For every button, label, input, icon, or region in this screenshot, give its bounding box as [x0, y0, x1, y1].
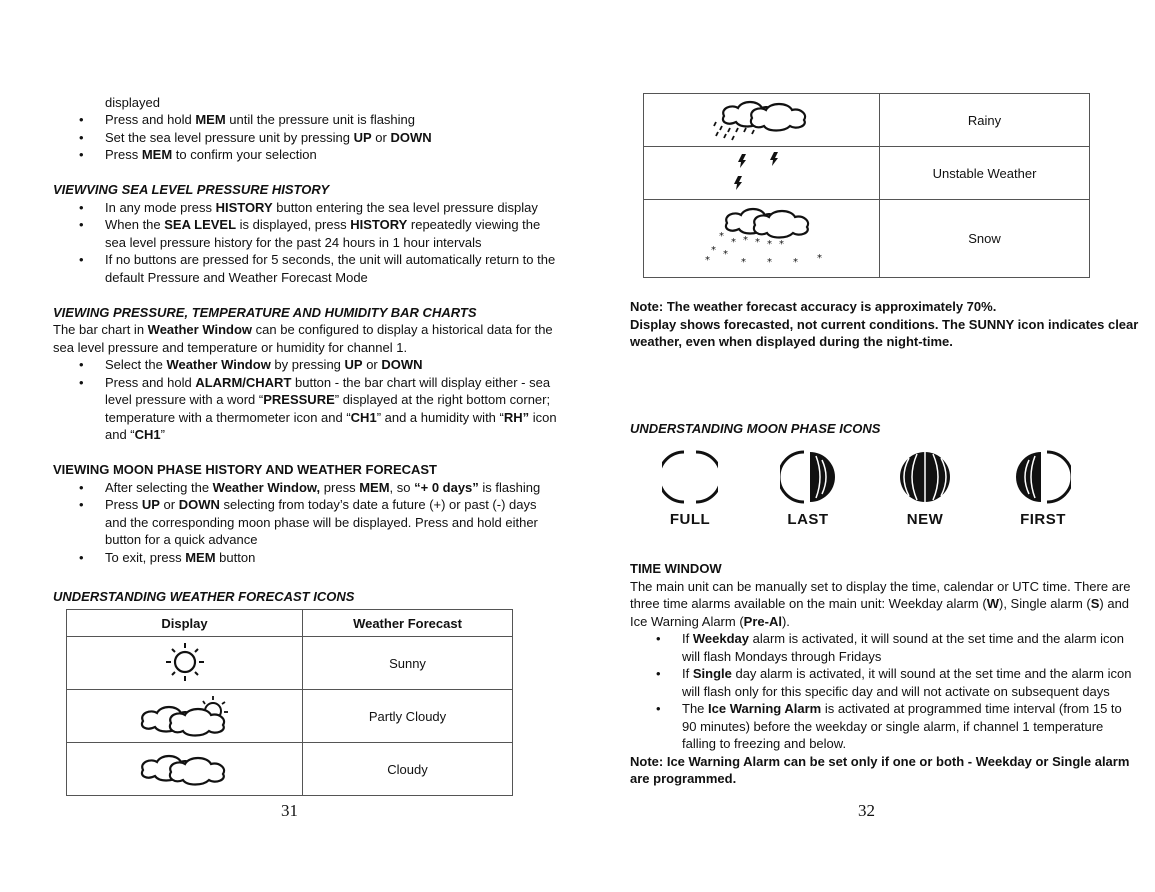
note-line: Display shows forecasted, not current conditions. The SUNNY icon indicates clear: [630, 317, 1139, 332]
column-header-display: Display: [67, 610, 303, 637]
note-line: Note: Ice Warning Alarm can be set only if one or both - Weekday or Single alarm: [630, 754, 1130, 769]
svg-text:*: *: [704, 255, 710, 266]
page-number: 32: [858, 801, 875, 820]
svg-text:*: *: [718, 231, 724, 242]
sun-behind-cloud-icon: [137, 693, 233, 737]
list-item-continuation: 90 minutes) before the weekday or single alarm, if channel 1 temperature: [682, 719, 1104, 734]
list-item-continuation: and the corresponding moon phase will be displayed. Press and hold either: [105, 515, 538, 530]
svg-text:*: *: [722, 249, 728, 260]
forecast-label: Rainy: [880, 94, 1090, 147]
moon-label: LAST: [787, 511, 829, 528]
paragraph-line: The bar chart in Weather Window can be configured to display a historical data for the: [53, 322, 553, 337]
forecast-table-continued: [643, 93, 1090, 278]
sun-icon: [163, 641, 207, 683]
list-item-continuation: temperature with a thermometer icon and “CH1” and a humidity with “RH” icon: [105, 410, 557, 425]
list-item-continuation: sea level pressure history for the past 24 hours in 1 hour intervals: [105, 235, 482, 250]
svg-text:*: *: [754, 237, 760, 248]
svg-text:*: *: [792, 257, 798, 268]
paragraph-line: The main unit can be manually set to display the time, calendar or UTC time. There are: [630, 579, 1131, 594]
svg-text:*: *: [742, 235, 748, 246]
svg-text:*: *: [766, 257, 772, 268]
table-row: [67, 637, 513, 690]
note-line: are programmed.: [630, 771, 737, 786]
section-heading: TIME WINDOW: [630, 561, 722, 576]
last-quarter-moon-icon: [780, 448, 836, 506]
section-heading: UNDERSTANDING WEATHER FORECAST ICONS: [53, 589, 355, 604]
first-quarter-moon-icon: [1015, 448, 1071, 506]
table-row: [644, 147, 1090, 200]
paragraph-line: Ice Warning Alarm (Pre-Al).: [630, 614, 790, 629]
svg-text:*: *: [778, 239, 784, 250]
note-line: Note: The weather forecast accuracy is approximately 70%.: [630, 299, 997, 314]
table-row: [644, 200, 1090, 278]
paragraph-line: three time alarms available on the main unit: Weekday alarm (W), Single alarm (S) and: [630, 596, 1130, 611]
table-header-row: [67, 610, 513, 637]
table-row: [644, 94, 1090, 147]
table-row: [67, 690, 513, 743]
note-line: weather, even when displayed during the night-time.: [630, 334, 953, 349]
lightning-icon: [732, 150, 792, 194]
snow-cloud-icon: [697, 205, 827, 269]
forecast-label: Partly Cloudy: [303, 690, 513, 743]
forecast-label: Cloudy: [303, 743, 513, 796]
moon-phase-full: [655, 448, 725, 528]
table-cell-icon: [644, 200, 880, 278]
svg-text:*: *: [710, 245, 716, 256]
table-cell-icon: [644, 94, 880, 147]
svg-text:*: *: [766, 239, 772, 250]
list-item-continuation: button for a quick advance: [105, 532, 258, 547]
rain-cloud-icon: [710, 96, 814, 142]
list-item-continuation: will flash only for this specific day and will not activate on subsequent days: [682, 684, 1110, 699]
moon-phase-first: [1008, 448, 1078, 528]
list-item-continuation: and “CH1”: [105, 427, 165, 442]
list-item-continuation: will flash Mondays through Fridays: [682, 649, 882, 664]
paragraph-line: sea level pressure and temperature or humidity for channel 1.: [53, 340, 408, 355]
list-item-continuation: falling to freezing and below.: [682, 736, 847, 751]
new-moon-icon: [897, 448, 953, 506]
svg-text:*: *: [730, 237, 736, 248]
forecast-label: Sunny: [303, 637, 513, 690]
table-cell-icon: [67, 743, 303, 796]
forecast-label: Unstable Weather: [880, 147, 1090, 200]
table-row: [67, 743, 513, 796]
forecast-label: Snow: [880, 200, 1090, 278]
section-heading: UNDERSTANDING MOON PHASE ICONS: [630, 421, 881, 436]
list-item-continuation: default Pressure and Weather Forecast Mode: [105, 270, 368, 285]
section-heading: VIEWVING SEA LEVEL PRESSURE HISTORY: [53, 182, 330, 197]
full-moon-icon: [662, 448, 718, 506]
section-heading: VIEWING MOON PHASE HISTORY AND WEATHER FORECAST: [53, 462, 438, 477]
moon-label: NEW: [906, 511, 944, 528]
moon-label: FIRST: [1020, 511, 1066, 528]
table-cell-icon: [67, 690, 303, 743]
table-cell-icon: [644, 147, 880, 200]
table-cell-icon: [67, 637, 303, 690]
moon-phase-new: [890, 448, 960, 528]
forecast-table: [66, 609, 513, 796]
cloud-icon: [137, 748, 233, 788]
svg-text:*: *: [740, 257, 746, 268]
list-item-continuation: level pressure with a word “PRESSURE” displayed at the right bottom corner;: [105, 392, 551, 407]
section-heading: VIEWING PRESSURE, TEMPERATURE AND HUMIDITY BAR CHARTS: [53, 305, 477, 320]
intro-line: displayed: [105, 95, 160, 110]
page-number: 31: [281, 801, 298, 820]
column-header-forecast: Weather Forecast: [303, 610, 513, 637]
moon-label: FULL: [669, 511, 711, 528]
moon-phase-last: [773, 448, 843, 528]
svg-text:*: *: [816, 253, 822, 264]
